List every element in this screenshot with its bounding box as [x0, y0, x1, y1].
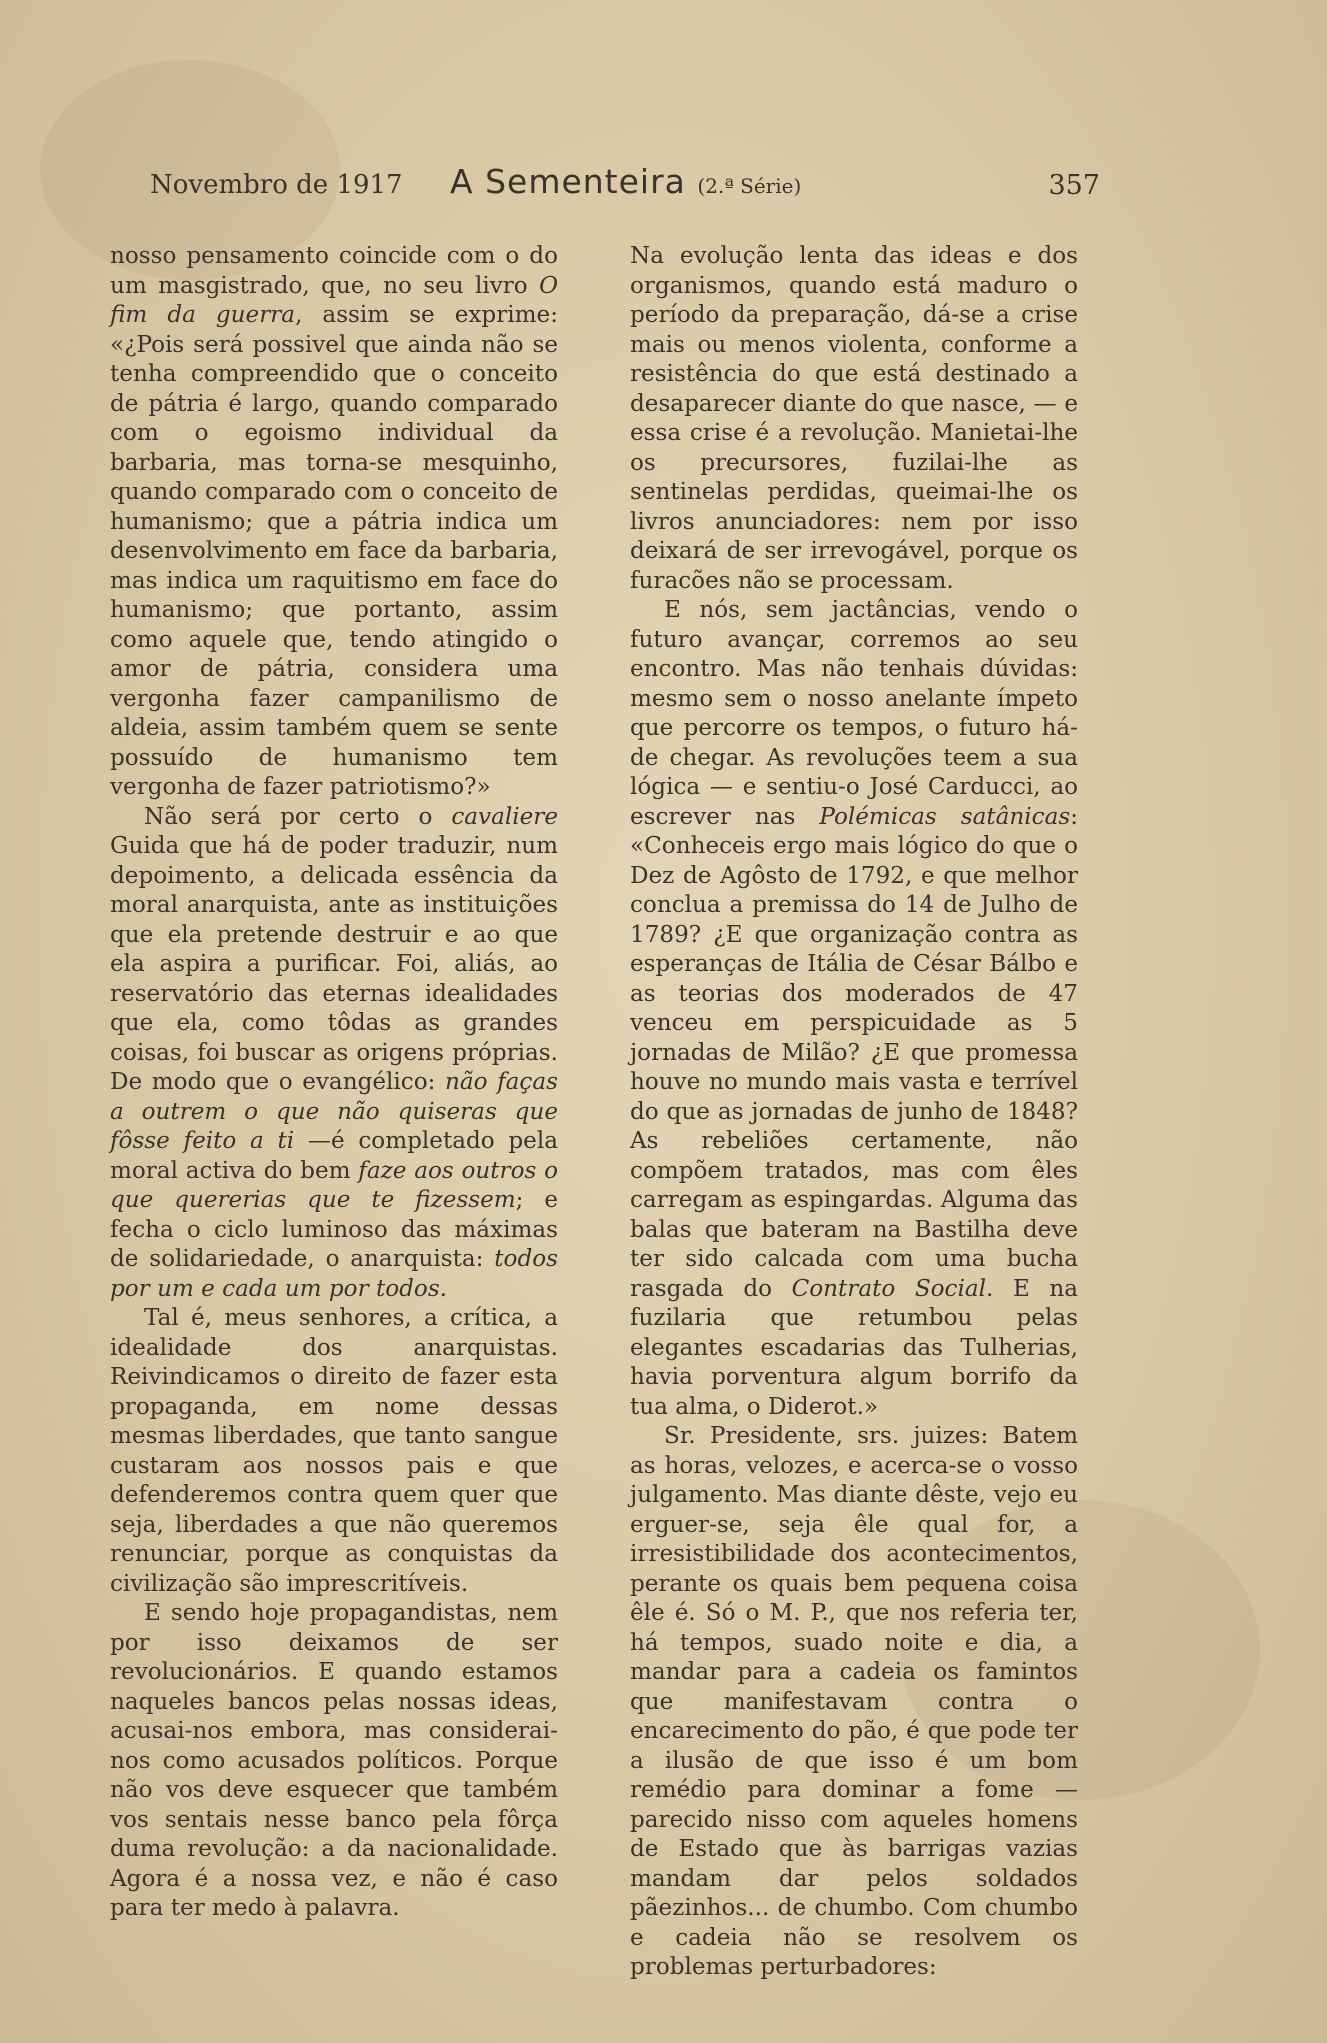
paragraph: E nós, sem jactâncias, vendo o futuro avançar, corremos ao seu encontro. Mas não tenhais dúvidas: mesmo sem o nosso anelante ímpeto que percorre os tempos, o futuro há-de chegar. As revoluções teem a sua lógica — e sentiu-o José Carducci, ao escrever nas Polémicas satânicas: «Conheceis ergo mais lógico do que o Dez de Agôsto de 1792, e que melhor conclua a premissa do 14 de Julho de 1789? ¿E que organização contra as esperanças de Itália de César Bálbo e as teorias dos moderados de 47 venceu em perspicuidade as 5 jornadas de Milão? ¿E que promessa houve no mundo mais vasta e terrível do que as jornadas de junho de 1848? As rebeliões certamente, não compõem tratados, mas com êles carregam as espingardas. Alguma das balas que bateram na Bastilha deve ter sido calcada com uma bucha rasgada do Contrato Social. E na fuzilaria que retumbou pelas elegantes escadarias das Tulherias, havia porventura algum borrifo da tua alma, o Diderot.» — [630, 597, 1078, 1420]
paragraph: Na evolução lenta das ideas e dos organismos, quando está maduro o período da preparação, dá-se a crise mais ou menos violenta, conforme a resistência do que está destinado a desaparecer diante do que nasce, — e essa crise é a revolução. Manietai-lhe os precursores, fuzilai-lhe as sentinelas perdidas, queimai-lhe os livros anunciadores: nem por isso deixará de ser irrevogável, porque os furacões não se processam. — [630, 243, 1078, 594]
paragraph: nosso pensamento coincide com o do um masgistrado, que, no seu livro O fim da guerra, assim se exprime: «¿Pois será possivel que ainda não se tenha compreendido que o conceito de pátria é largo, quando comparado com o egoismo individual da barbaria, mas torna-se mesquinho, quando comparado com o conceito de humanismo; que a pátria indica um desenvolvimento em face da barbaria, mas indica um raquitismo em face do humanismo; que portanto, assim como aquele que, tendo atingido o amor de pátria, considera uma vergonha fazer campanilismo de aldeia, assim também quem se sente possuído de humanismo tem vergonha de fazer patriotismo?» — [110, 243, 558, 800]
paragraph: Sr. Presidente, srs. juizes: Batem as horas, velozes, e acerca-se o vosso julgamento. Mas diante dêste, vejo eu erguer-se, seja êle qual for, a irresistibilidade dos acontecimentos, perante os quais bem pequena coisa êle é. Só o M. P., que nos referia ter, há tempos, suado noite e dia, a mandar para a cadeia os famintos que manifestavam contra o encarecimento do pão, é que pode ter a ilusão de que isso é um bom remédio para dominar a fome — parecido nisso com aqueles homens de Estado que às barrigas vazias mandam dar pelos soldados pãezinhos... de chumbo. Com chumbo e cadeia não se resolvem os problemas perturbadores: — [630, 1423, 1078, 1980]
paragraph: Tal é, meus senhores, a crítica, a idealidade dos anarquistas. Reivindicamos o direito de fazer esta propaganda, em nome dessas mesmas liberdades, que tanto sangue custaram aos nossos pais e que defenderemos contra quem quer que seja, liberdades a que não queremos renunciar, porque as conquistas da civilização são imprescritíveis. — [110, 1305, 558, 1597]
paragraph: E sendo hoje propagandistas, nem por isso deixamos de ser revolucionários. E quando estamos naqueles bancos pelas nossas ideas, acusai-nos embora, mas considerai-nos como acusados políticos. Porque não vos deve esquecer que também vos sentais nesse banco pela fôrça duma revolução: a da nacionalidade. Agora é a nossa vez, e não é caso para ter medo à palavra. — [110, 1600, 558, 1921]
header-title — [450, 162, 801, 201]
page-number: 357 — [1048, 170, 1100, 201]
running-header — [150, 160, 1100, 210]
header-series: (2.ª Série) — [697, 174, 802, 198]
right-column — [630, 242, 1078, 1983]
journal-title: A Sementeira — [450, 162, 686, 201]
left-column — [110, 242, 558, 1924]
paragraph: Não será por certo o cavaliere Guida que há de poder traduzir, num depoimento, a delicada essência da moral anarquista, ante as instituições que ela pretende destruir e ao que ela aspira a purificar. Foi, aliás, ao reservatório das eternas idealidades que ela, como tôdas as grandes coisas, foi buscar as origens próprias. De modo que o evangélico: não faças a outrem o que não quiseras que fôsse feito a ti —é completado pela moral activa do bem faze aos outros o que quererias que te fizessem; e fecha o ciclo luminoso das máximas de solidariedade, o anarquista: todos por um e cada um por todos. — [110, 803, 559, 1302]
header-date: Novembro de 1917 — [150, 170, 403, 200]
